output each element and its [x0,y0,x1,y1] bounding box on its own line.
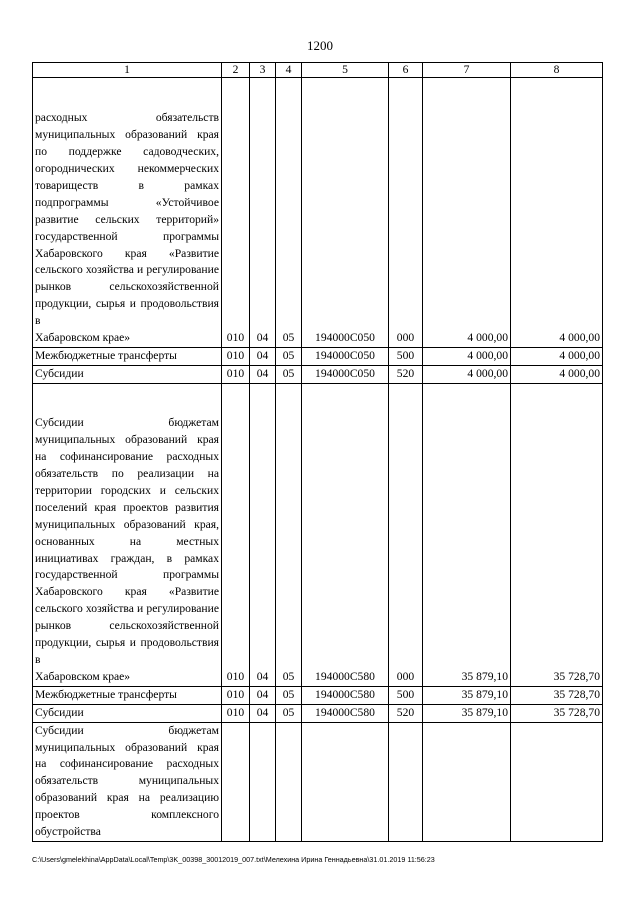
cell-amount-year-2: 4 000,00 [511,348,603,366]
cell-code [222,722,250,841]
cell-target-article: 194000С580 [302,383,389,686]
cell-amount-year-2: 4 000,00 [511,365,603,383]
cell-code: 010 [222,383,250,686]
table-row [33,78,603,348]
page-number: 1200 [307,38,333,53]
header-col-5: 5 [302,63,389,78]
row-description [33,383,222,686]
table-row [33,722,603,841]
cell-target-article [302,722,389,841]
cell-expense-type: 520 [389,365,423,383]
cell-expense-type: 000 [389,78,423,348]
row-description [33,722,222,841]
cell-subsection [276,722,302,841]
cell-amount-year-1: 35 879,10 [423,686,511,704]
budget-table [32,62,603,842]
description-last-line: Хабаровском крае» [35,331,131,345]
cell-code: 010 [222,704,250,722]
cell-code: 010 [222,686,250,704]
table-header-row [33,63,603,78]
cell-expense-type: 500 [389,348,423,366]
file-path-footer: C:\Users\gmelekhina\AppData\Local\Temp\3K_00398_30012019_007.txt\Мелехина Ирина Геннадьевна\31.01.2019 11:56:23 [32,855,435,864]
cell-subsection: 05 [276,348,302,366]
row-description [33,365,222,383]
cell-section [250,722,276,841]
row-description [33,78,222,348]
cell-subsection: 05 [276,704,302,722]
cell-amount-year-1: 4 000,00 [423,78,511,348]
cell-amount-year-2 [511,722,603,841]
cell-amount-year-1: 35 879,10 [423,383,511,686]
cell-amount-year-1: 4 000,00 [423,348,511,366]
row-description [33,686,222,704]
cell-section: 04 [250,704,276,722]
cell-section: 04 [250,78,276,348]
cell-subsection: 05 [276,383,302,686]
description-last-line: Межбюджетные трансферты [35,349,177,362]
cell-section: 04 [250,348,276,366]
cell-target-article: 194000С050 [302,348,389,366]
header-col-7: 7 [423,63,511,78]
cell-subsection: 05 [276,78,302,348]
cell-expense-type: 500 [389,686,423,704]
cell-expense-type: 520 [389,704,423,722]
row-description [33,704,222,722]
cell-target-article: 194000С050 [302,365,389,383]
description-last-line: Субсидии [35,366,84,380]
row-description [33,348,222,366]
description-last-line: Межбюджетные трансферты [35,687,177,701]
cell-expense-type [389,722,423,841]
cell-target-article: 194000С580 [302,704,389,722]
cell-code: 010 [222,78,250,348]
description-last-line: Хабаровском крае» [35,669,131,683]
cell-amount-year-1: 35 879,10 [423,704,511,722]
cell-target-article: 194000С580 [302,686,389,704]
table-row [33,348,603,366]
cell-code: 010 [222,348,250,366]
cell-amount-year-2: 35 728,70 [511,383,603,686]
description-text: расходных обязательств муниципальных образований края по поддержке садоводческих, огороднических некоммерческих товариществ в рамках подпрограммы «Устойчивое развитие сельских территорий» государственной программы Хабаровского края «Развитие сельского хозяйства и регулирование рынков сельскохозяйственной продукции, сырья и продовольствия в [35,111,219,328]
cell-amount-year-2: 35 728,70 [511,704,603,722]
header-col-1: 1 [33,63,222,78]
cell-amount-year-2: 4 000,00 [511,78,603,348]
description-last-line: Субсидии [35,705,84,719]
cell-code: 010 [222,365,250,383]
cell-subsection: 05 [276,365,302,383]
cell-expense-type: 000 [389,383,423,686]
header-col-3: 3 [250,63,276,78]
cell-amount-year-1: 4 000,00 [423,365,511,383]
header-col-8: 8 [511,63,603,78]
cell-amount-year-2: 35 728,70 [511,686,603,704]
header-col-6: 6 [389,63,423,78]
table-row [33,704,603,722]
cell-subsection: 05 [276,686,302,704]
description-text: Субсидии бюджетам муниципальных образований края на софинансирование расходных обязательств муниципальных образований края на реализацию проектов комплексного обустройства [35,723,219,839]
cell-section: 04 [250,383,276,686]
header-col-4: 4 [276,63,302,78]
description-text: Субсидии бюджетам муниципальных образований края на софинансирование расходных обязательств по реализации на территории городских и сельских поселений края проектов развития муниципальных образований края, основанных на местных инициативах граждан, в рамках государственной программы Хабаровского края «Развитие сельского хозяйства и регулирование рынков сельскохозяйственной продукции, сырья и продовольствия в [35,416,219,666]
cell-amount-year-1 [423,722,511,841]
header-col-2: 2 [222,63,250,78]
table-row [33,686,603,704]
cell-section: 04 [250,686,276,704]
cell-section: 04 [250,365,276,383]
cell-target-article: 194000С050 [302,78,389,348]
table-row [33,383,603,686]
table-row [33,365,603,383]
